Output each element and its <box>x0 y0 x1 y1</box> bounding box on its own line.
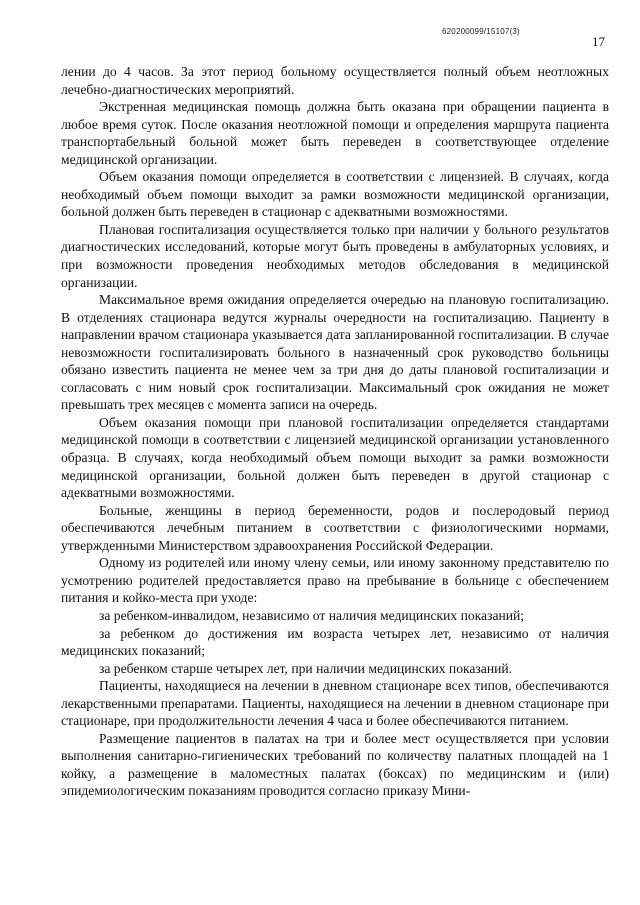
paragraph: Пациенты, находящиеся на лечении в дневном стационаре всех типов, обеспечиваются лекарственными препаратами. Пациенты, находящиеся на лечении в дневном стационаре при стационаре, при продолжительности лечения 4 часа и более обеспечиваются питанием. <box>61 678 609 729</box>
document-code: 620200099/15107(3) <box>442 27 520 36</box>
paragraph: Размещение пациентов в палатах на три и более мест осуществляется при условии выполнения санитарно-гигиенических требований по количеству палатных площадей на 1 койку, а размещение в маломестных палатах (боксах) по медицинским и (или) эпидемиологическим показаниям проводится согласно приказу Мини- <box>61 730 609 799</box>
body-text <box>61 63 609 800</box>
paragraph: Одному из родителей или иному члену семьи, или иному законному представителю по усмотрению родителей предоставляется право на пребывание в больнице с обеспечением питания и койко-места при уходе: <box>61 555 609 606</box>
page-number: 17 <box>592 34 605 49</box>
paragraph: Больные, женщины в период беременности, родов и послеродовый период обеспечиваются лечебным питанием в соответствии с физиологическими нормами, утвержденными Министерством здравоохранения Российской Федерации. <box>61 502 609 553</box>
paragraph: Объем оказания помощи при плановой госпитализации определяется стандартами медицинской помощи в соответствии с лицензией медицинской организации установленного образца. В случаях, когда необходимый объем помощи выходит за рамки возможности медицинской организации, больной должен быть переведен в другой стационар с адекватными возможностями. <box>61 414 609 501</box>
list-item: за ребенком-инвалидом, независимо от наличия медицинских показаний; <box>99 607 525 623</box>
list-item: за ребенком старше четырех лет, при наличии медицинских показаний. <box>99 660 513 676</box>
paragraph: Максимальное время ожидания определяется очередью на плановую госпитализацию. В отделениях стационара ведутся журналы очередности на госпитализацию. Пациенту в направлении врачом стационара указывается дата запланированной госпитализации. В случае невозможности госпитализировать больного в назначенный срок руководство больницы обязано известить пациента не менее чем за три дня до даты плановой госпитализации и согласовать с ним новый срок госпитализации. Максимальный срок ожидания не может превышать трех месяцев с момента записи на очередь. <box>61 292 609 413</box>
paragraph: Объем оказания помощи определяется в соответствии с лицензией. В случаях, когда необходимый объем помощи выходит за рамки возможности медицинской организации, больной должен быть переведен в стационар с адекватными возможностями. <box>61 169 609 220</box>
paragraph: лении до 4 часов. За этот период больному осуществляется полный объем неотложных лечебно-диагностических мероприятий. <box>61 64 609 97</box>
list-item: за ребенком до достижения им возраста четырех лет, независимо от наличия медицинских показаний; <box>61 625 609 659</box>
paragraph: Экстренная медицинская помощь должна быть оказана при обращении пациента в любое время суток. После оказания неотложной помощи и определения маршрута пациента транспортабельный больной может быть переведен в соответствующее отделение медицинской организации. <box>61 99 609 167</box>
paragraph: Плановая госпитализация осуществляется только при наличии у больного результатов диагностических исследований, которые могут быть проведены в амбулаторных условиях, и при возможности проведения необходимых методов обследования в медицинской организации. <box>61 221 609 290</box>
